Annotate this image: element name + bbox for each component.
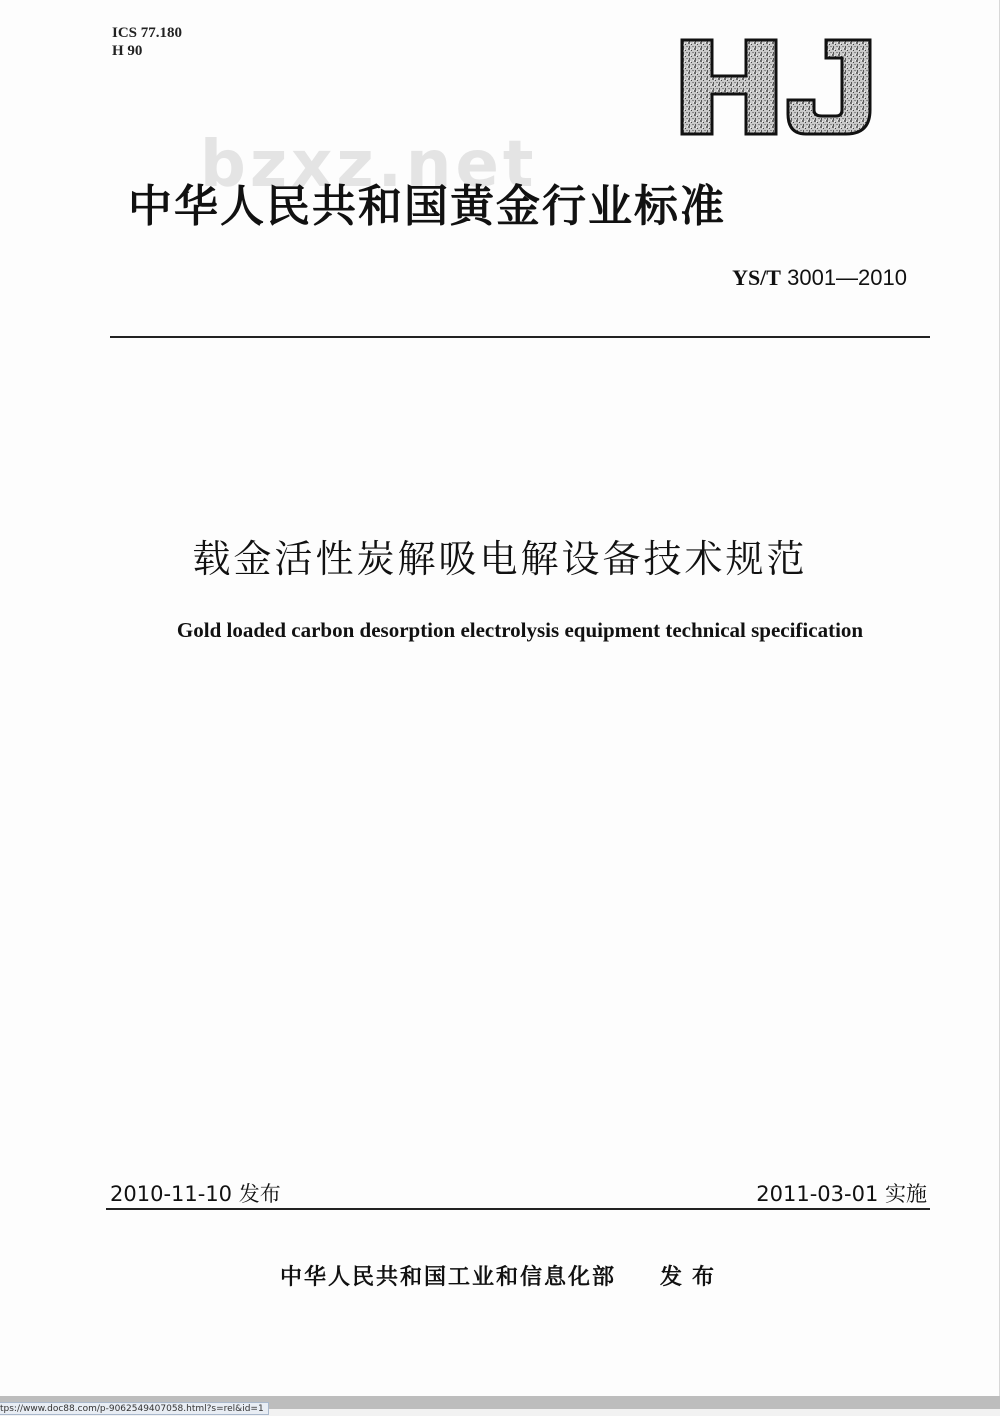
browser-status-bar <box>0 1396 1000 1414</box>
publish-verb: 发布 <box>660 1265 725 1290</box>
standard-code-number: 3001—2010 <box>787 265 907 290</box>
publisher-name: 中华人民共和国工业和信息化部 <box>280 1265 617 1290</box>
class-code: H 90 <box>112 43 143 59</box>
publisher-line <box>280 1260 724 1291</box>
issue-date: 2010-11-10 发布 <box>110 1182 281 1206</box>
bottom-divider <box>106 1208 930 1210</box>
standard-title: 中华人民共和国黄金行业标准 <box>128 181 726 232</box>
ics-code: ICS 77.180 <box>112 25 183 41</box>
standard-code <box>732 265 907 291</box>
classification-codes <box>112 24 182 60</box>
document-title-en: Gold loaded carbon desorption electrolysis equipment technical specification <box>176 618 864 642</box>
top-divider <box>110 336 930 338</box>
status-url[interactable]: tps://www.doc88.com/p-9062549407058.html?s=rel&id=1 <box>0 1402 269 1415</box>
document-title-cn: 载金活性炭解吸电解设备技术规范 <box>192 537 808 581</box>
hj-logo <box>676 36 888 140</box>
effective-date: 2011-03-01 实施 <box>756 1182 927 1206</box>
standard-code-prefix: YS/T <box>732 265 781 290</box>
watermark: bzxz.net <box>200 128 538 202</box>
